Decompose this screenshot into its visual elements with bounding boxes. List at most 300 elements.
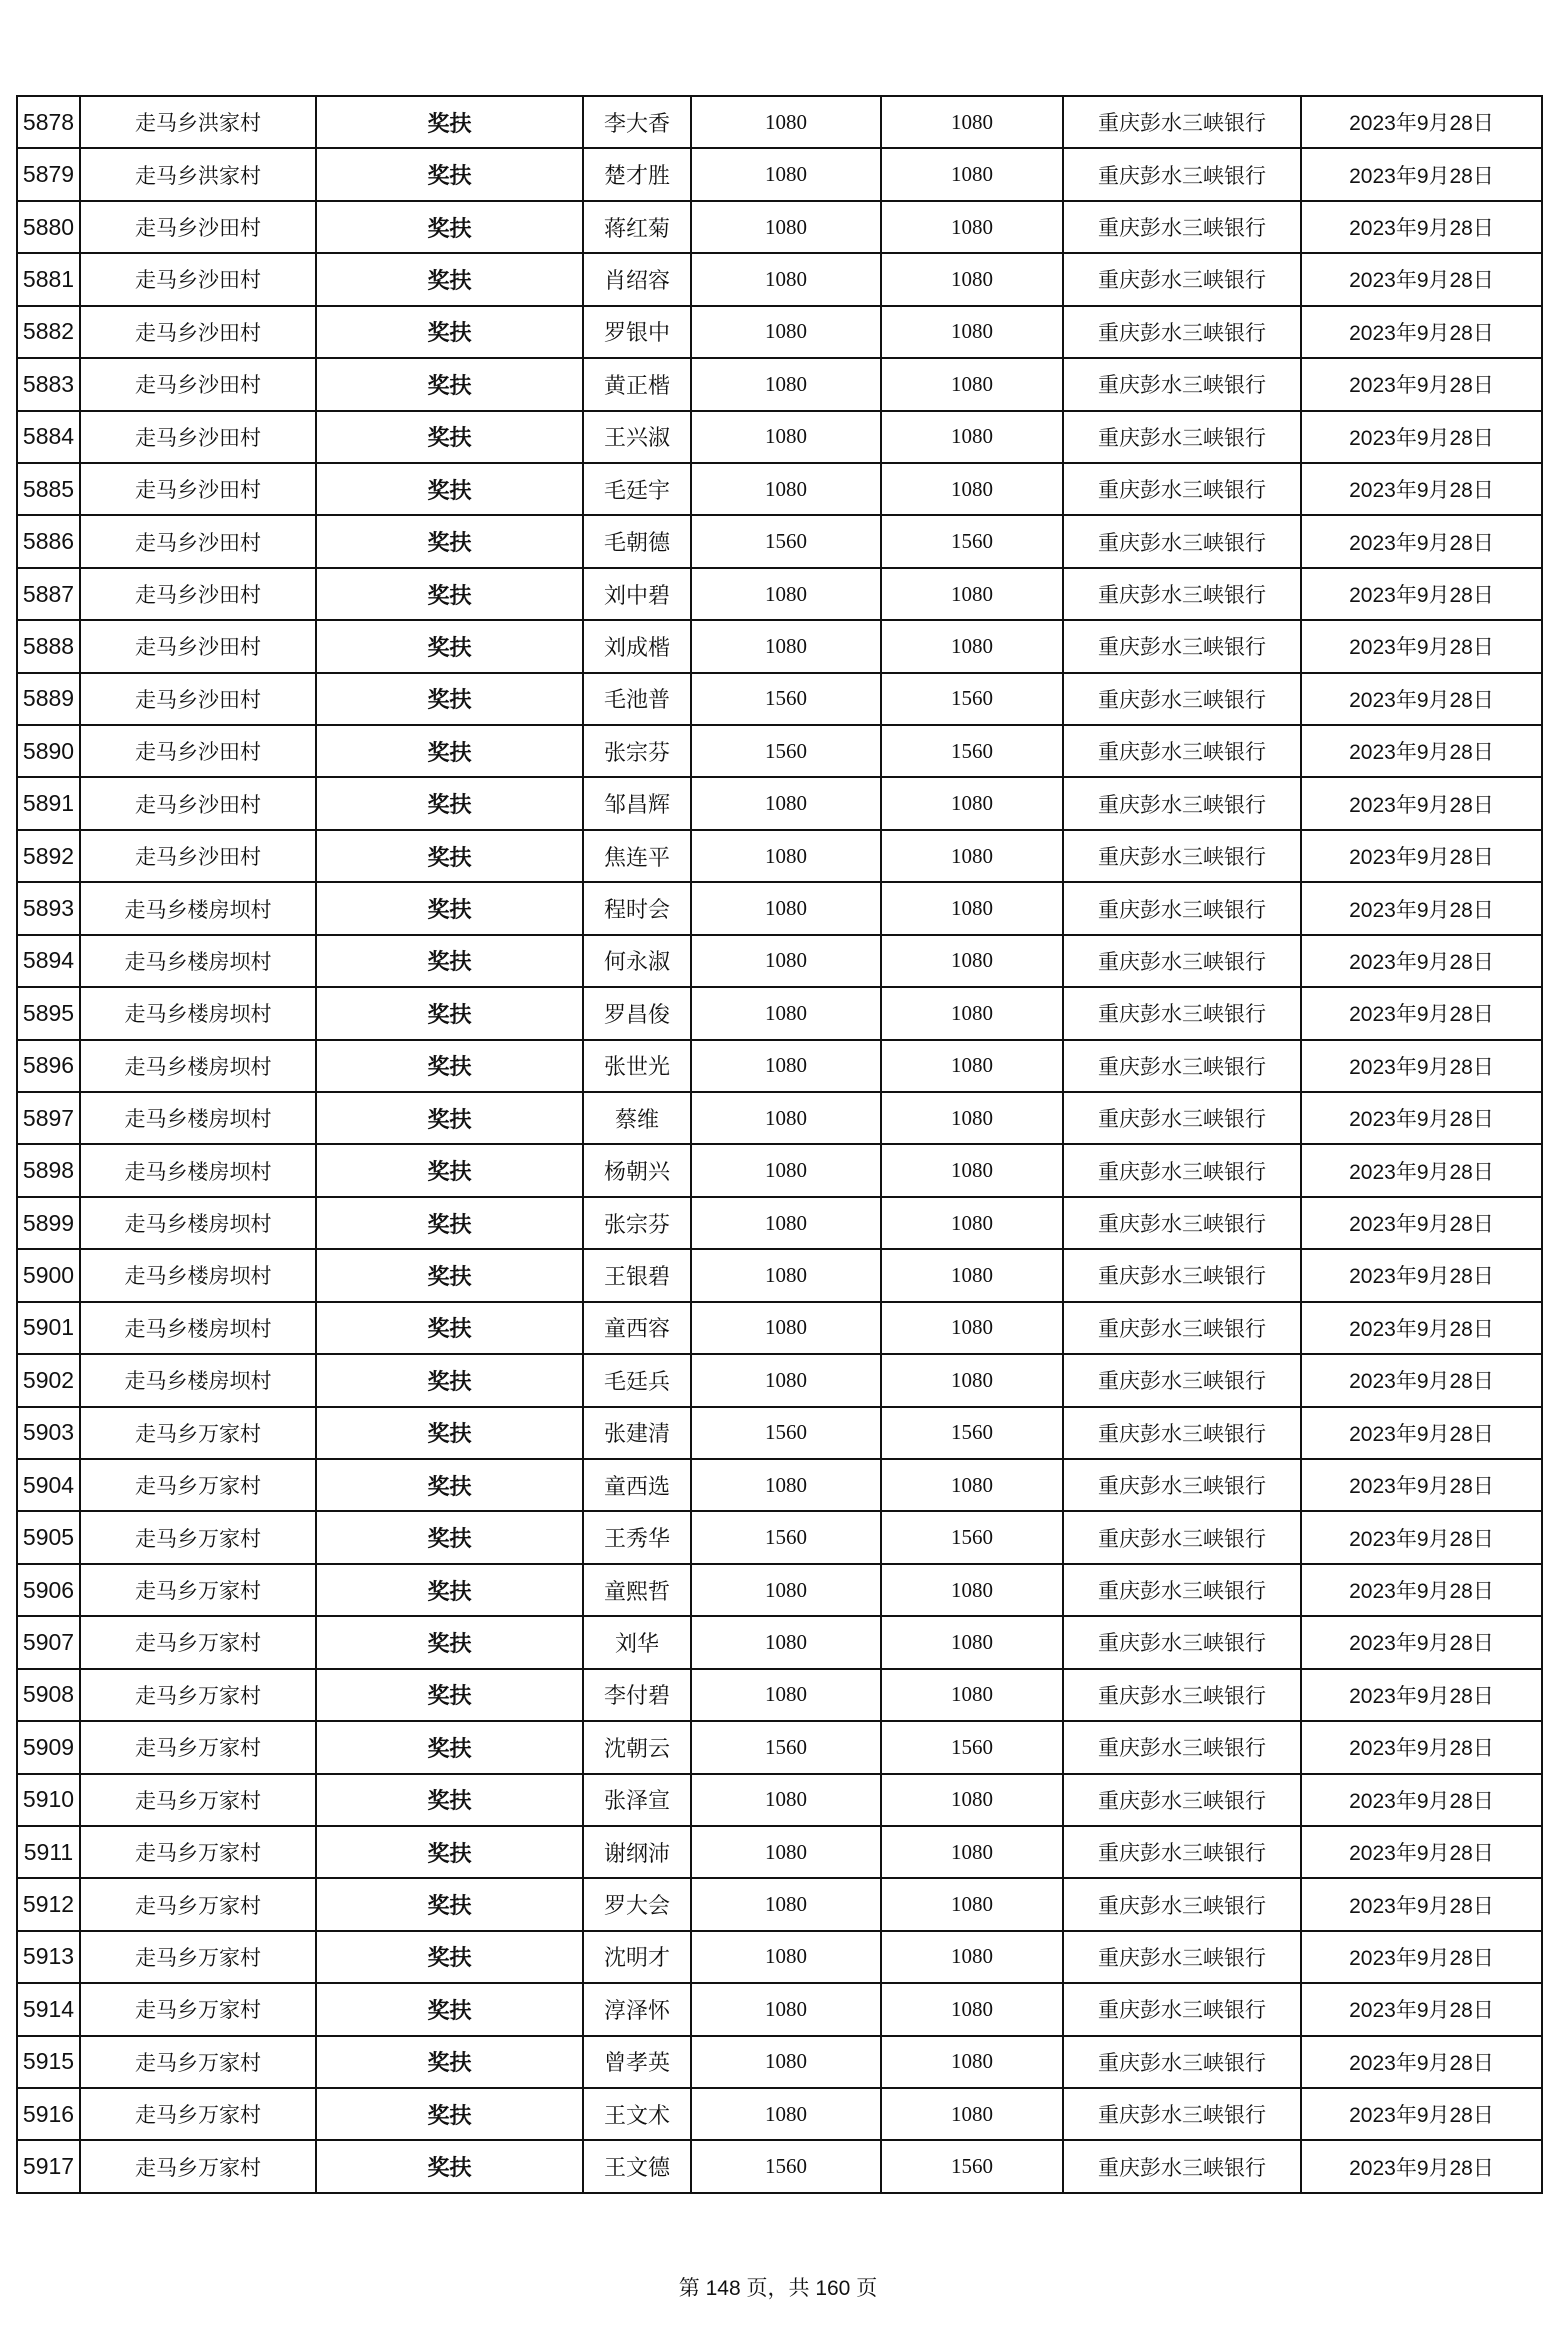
cell-support-type: 奖扶 [316,515,583,567]
table-row [17,882,1542,934]
cell-person-name: 刘中碧 [583,568,691,620]
cell-amount-1: 1080 [691,2088,881,2140]
cell-village: 走马乡万家村 [80,1774,316,1826]
cell-person-name: 张宗芬 [583,1197,691,1249]
cell-person-name: 张世光 [583,1040,691,1092]
cell-serial-number: 5911 [17,1826,80,1878]
cell-amount-1: 1080 [691,1302,881,1354]
cell-serial-number: 5883 [17,358,80,410]
cell-support-type: 奖扶 [316,1092,583,1144]
cell-serial-number: 5896 [17,1040,80,1092]
cell-person-name: 王兴淑 [583,411,691,463]
cell-serial-number: 5917 [17,2140,80,2193]
cell-serial-number: 5899 [17,1197,80,1249]
cell-village: 走马乡沙田村 [80,673,316,725]
cell-village: 走马乡沙田村 [80,725,316,777]
cell-amount-2: 1560 [881,725,1063,777]
cell-village: 走马乡洪家村 [80,148,316,200]
cell-amount-2: 1080 [881,777,1063,829]
cell-amount-2: 1080 [881,620,1063,672]
cell-support-type: 奖扶 [316,568,583,620]
cell-bank: 重庆彭水三峡银行 [1063,1511,1301,1563]
subsidy-table [16,95,1543,2194]
cell-amount-2: 1080 [881,1931,1063,1983]
table-row [17,1092,1542,1144]
cell-person-name: 罗大会 [583,1878,691,1930]
cell-bank: 重庆彭水三峡银行 [1063,1826,1301,1878]
cell-amount-1: 1560 [691,515,881,567]
cell-bank: 重庆彭水三峡银行 [1063,1616,1301,1668]
cell-bank: 重庆彭水三峡银行 [1063,411,1301,463]
cell-village: 走马乡沙田村 [80,463,316,515]
page-number-footer: 第 148 页，共 160 页 [678,2277,878,2300]
cell-village: 走马乡万家村 [80,1616,316,1668]
cell-support-type: 奖扶 [316,148,583,200]
cell-village: 走马乡楼房坝村 [80,1092,316,1144]
cell-amount-1: 1080 [691,935,881,987]
cell-village: 走马乡万家村 [80,1878,316,1930]
cell-serial-number: 5897 [17,1092,80,1144]
cell-date: 2023年9月28日 [1301,1878,1542,1930]
cell-amount-1: 1080 [691,1931,881,1983]
cell-village: 走马乡沙田村 [80,306,316,358]
cell-support-type: 奖扶 [316,987,583,1039]
cell-support-type: 奖扶 [316,201,583,253]
cell-village: 走马乡沙田村 [80,620,316,672]
cell-serial-number: 5913 [17,1931,80,1983]
cell-date: 2023年9月28日 [1301,2036,1542,2088]
cell-amount-1: 1080 [691,96,881,148]
cell-date: 2023年9月28日 [1301,725,1542,777]
table-row [17,987,1542,1039]
cell-serial-number: 5906 [17,1564,80,1616]
cell-amount-1: 1080 [691,1564,881,1616]
cell-person-name: 邹昌辉 [583,777,691,829]
cell-date: 2023年9月28日 [1301,515,1542,567]
cell-bank: 重庆彭水三峡银行 [1063,1040,1301,1092]
cell-date: 2023年9月28日 [1301,1197,1542,1249]
cell-bank: 重庆彭水三峡银行 [1063,2036,1301,2088]
cell-serial-number: 5901 [17,1302,80,1354]
cell-bank: 重庆彭水三峡银行 [1063,777,1301,829]
cell-date: 2023年9月28日 [1301,1721,1542,1773]
cell-serial-number: 5887 [17,568,80,620]
cell-person-name: 谢纲沛 [583,1826,691,1878]
cell-amount-2: 1560 [881,1721,1063,1773]
cell-support-type: 奖扶 [316,1249,583,1301]
cell-amount-1: 1080 [691,1826,881,1878]
cell-amount-2: 1560 [881,2140,1063,2193]
cell-bank: 重庆彭水三峡银行 [1063,253,1301,305]
cell-serial-number: 5879 [17,148,80,200]
cell-serial-number: 5908 [17,1669,80,1721]
cell-date: 2023年9月28日 [1301,1564,1542,1616]
cell-person-name: 童熙哲 [583,1564,691,1616]
cell-date: 2023年9月28日 [1301,358,1542,410]
cell-bank: 重庆彭水三峡银行 [1063,1564,1301,1616]
cell-bank: 重庆彭水三峡银行 [1063,1092,1301,1144]
cell-village: 走马乡沙田村 [80,253,316,305]
cell-village: 走马乡万家村 [80,2088,316,2140]
cell-amount-2: 1560 [881,515,1063,567]
table-row [17,1616,1542,1668]
table-row [17,201,1542,253]
cell-village: 走马乡楼房坝村 [80,1040,316,1092]
cell-amount-1: 1080 [691,568,881,620]
cell-amount-2: 1080 [881,358,1063,410]
cell-serial-number: 5916 [17,2088,80,2140]
cell-serial-number: 5907 [17,1616,80,1668]
cell-date: 2023年9月28日 [1301,1407,1542,1459]
cell-bank: 重庆彭水三峡银行 [1063,568,1301,620]
cell-date: 2023年9月28日 [1301,1983,1542,2035]
cell-amount-1: 1080 [691,253,881,305]
cell-support-type: 奖扶 [316,1878,583,1930]
cell-serial-number: 5915 [17,2036,80,2088]
cell-amount-1: 1080 [691,1092,881,1144]
cell-village: 走马乡沙田村 [80,568,316,620]
cell-serial-number: 5890 [17,725,80,777]
cell-amount-2: 1080 [881,1197,1063,1249]
cell-village: 走马乡楼房坝村 [80,1249,316,1301]
cell-person-name: 曾孝英 [583,2036,691,2088]
cell-support-type: 奖扶 [316,1721,583,1773]
cell-bank: 重庆彭水三峡银行 [1063,987,1301,1039]
cell-village: 走马乡楼房坝村 [80,1302,316,1354]
cell-person-name: 张建清 [583,1407,691,1459]
cell-bank: 重庆彭水三峡银行 [1063,1407,1301,1459]
cell-person-name: 童西容 [583,1302,691,1354]
cell-person-name: 王银碧 [583,1249,691,1301]
cell-amount-1: 1560 [691,1511,881,1563]
cell-bank: 重庆彭水三峡银行 [1063,1354,1301,1406]
cell-amount-1: 1080 [691,2036,881,2088]
table-row [17,1354,1542,1406]
cell-support-type: 奖扶 [316,1669,583,1721]
cell-bank: 重庆彭水三峡银行 [1063,306,1301,358]
cell-amount-2: 1560 [881,1511,1063,1563]
cell-village: 走马乡沙田村 [80,830,316,882]
table-row [17,830,1542,882]
cell-serial-number: 5895 [17,987,80,1039]
cell-date: 2023年9月28日 [1301,96,1542,148]
cell-bank: 重庆彭水三峡银行 [1063,148,1301,200]
cell-date: 2023年9月28日 [1301,568,1542,620]
cell-village: 走马乡沙田村 [80,515,316,567]
cell-person-name: 焦连平 [583,830,691,882]
cell-person-name: 王文德 [583,2140,691,2193]
cell-bank: 重庆彭水三峡银行 [1063,1249,1301,1301]
cell-bank: 重庆彭水三峡银行 [1063,1774,1301,1826]
cell-amount-2: 1080 [881,1983,1063,2035]
cell-bank: 重庆彭水三峡银行 [1063,1721,1301,1773]
cell-date: 2023年9月28日 [1301,673,1542,725]
cell-support-type: 奖扶 [316,882,583,934]
cell-serial-number: 5900 [17,1249,80,1301]
cell-bank: 重庆彭水三峡银行 [1063,673,1301,725]
cell-date: 2023年9月28日 [1301,987,1542,1039]
cell-support-type: 奖扶 [316,1144,583,1196]
cell-person-name: 黄正楷 [583,358,691,410]
cell-bank: 重庆彭水三峡银行 [1063,1878,1301,1930]
cell-amount-1: 1080 [691,306,881,358]
cell-amount-1: 1080 [691,463,881,515]
cell-support-type: 奖扶 [316,673,583,725]
cell-serial-number: 5904 [17,1459,80,1511]
cell-support-type: 奖扶 [316,463,583,515]
cell-serial-number: 5884 [17,411,80,463]
cell-bank: 重庆彭水三峡银行 [1063,1931,1301,1983]
cell-amount-2: 1080 [881,1354,1063,1406]
cell-support-type: 奖扶 [316,1197,583,1249]
table-row [17,568,1542,620]
cell-village: 走马乡楼房坝村 [80,1354,316,1406]
cell-support-type: 奖扶 [316,1774,583,1826]
cell-date: 2023年9月28日 [1301,1774,1542,1826]
cell-support-type: 奖扶 [316,358,583,410]
cell-person-name: 楚才胜 [583,148,691,200]
cell-bank: 重庆彭水三峡银行 [1063,725,1301,777]
cell-amount-2: 1080 [881,253,1063,305]
cell-village: 走马乡沙田村 [80,777,316,829]
cell-date: 2023年9月28日 [1301,1249,1542,1301]
table-row [17,2140,1542,2193]
cell-village: 走马乡万家村 [80,1826,316,1878]
cell-amount-2: 1080 [881,568,1063,620]
cell-support-type: 奖扶 [316,830,583,882]
cell-date: 2023年9月28日 [1301,2140,1542,2193]
cell-amount-2: 1080 [881,201,1063,253]
cell-village: 走马乡万家村 [80,1564,316,1616]
cell-date: 2023年9月28日 [1301,1354,1542,1406]
cell-amount-1: 1560 [691,673,881,725]
cell-amount-2: 1080 [881,1092,1063,1144]
cell-amount-1: 1080 [691,1249,881,1301]
cell-village: 走马乡万家村 [80,1931,316,1983]
cell-person-name: 沈朝云 [583,1721,691,1773]
cell-support-type: 奖扶 [316,2140,583,2193]
cell-person-name: 李大香 [583,96,691,148]
cell-person-name: 毛朝德 [583,515,691,567]
table-row [17,673,1542,725]
cell-support-type: 奖扶 [316,1931,583,1983]
cell-person-name: 王文术 [583,2088,691,2140]
cell-support-type: 奖扶 [316,1302,583,1354]
cell-person-name: 罗银中 [583,306,691,358]
cell-date: 2023年9月28日 [1301,830,1542,882]
table-row [17,1302,1542,1354]
cell-amount-1: 1080 [691,1197,881,1249]
cell-date: 2023年9月28日 [1301,2088,1542,2140]
cell-date: 2023年9月28日 [1301,620,1542,672]
cell-person-name: 毛廷兵 [583,1354,691,1406]
cell-bank: 重庆彭水三峡银行 [1063,463,1301,515]
cell-bank: 重庆彭水三峡银行 [1063,358,1301,410]
table-row [17,1826,1542,1878]
cell-person-name: 何永淑 [583,935,691,987]
cell-amount-1: 1080 [691,1774,881,1826]
cell-serial-number: 5878 [17,96,80,148]
cell-person-name: 毛池普 [583,673,691,725]
cell-support-type: 奖扶 [316,1040,583,1092]
cell-support-type: 奖扶 [316,620,583,672]
cell-amount-2: 1080 [881,306,1063,358]
table-row [17,96,1542,148]
cell-amount-2: 1080 [881,1040,1063,1092]
cell-amount-1: 1080 [691,882,881,934]
table-row [17,1721,1542,1773]
cell-amount-1: 1080 [691,1040,881,1092]
cell-amount-2: 1080 [881,830,1063,882]
cell-person-name: 蔡维 [583,1092,691,1144]
cell-bank: 重庆彭水三峡银行 [1063,882,1301,934]
cell-date: 2023年9月28日 [1301,1616,1542,1668]
table-row [17,935,1542,987]
cell-bank: 重庆彭水三峡银行 [1063,1669,1301,1721]
cell-amount-2: 1080 [881,96,1063,148]
table-row [17,1564,1542,1616]
cell-village: 走马乡楼房坝村 [80,935,316,987]
cell-amount-2: 1080 [881,987,1063,1039]
cell-support-type: 奖扶 [316,96,583,148]
cell-serial-number: 5898 [17,1144,80,1196]
cell-serial-number: 5914 [17,1983,80,2035]
table-row [17,620,1542,672]
cell-serial-number: 5902 [17,1354,80,1406]
cell-village: 走马乡沙田村 [80,358,316,410]
cell-amount-2: 1080 [881,1826,1063,1878]
cell-serial-number: 5880 [17,201,80,253]
cell-person-name: 淳泽怀 [583,1983,691,2035]
table-row [17,1249,1542,1301]
cell-person-name: 刘成楷 [583,620,691,672]
cell-amount-1: 1560 [691,725,881,777]
cell-bank: 重庆彭水三峡银行 [1063,2088,1301,2140]
cell-amount-1: 1080 [691,1878,881,1930]
cell-amount-1: 1080 [691,1144,881,1196]
cell-amount-1: 1080 [691,1459,881,1511]
table-row [17,2036,1542,2088]
cell-date: 2023年9月28日 [1301,1511,1542,1563]
cell-amount-2: 1080 [881,1144,1063,1196]
cell-serial-number: 5909 [17,1721,80,1773]
cell-amount-1: 1560 [691,1407,881,1459]
cell-person-name: 张宗芬 [583,725,691,777]
cell-bank: 重庆彭水三峡银行 [1063,1197,1301,1249]
cell-bank: 重庆彭水三峡银行 [1063,1459,1301,1511]
cell-support-type: 奖扶 [316,1511,583,1563]
cell-person-name: 张泽宣 [583,1774,691,1826]
cell-bank: 重庆彭水三峡银行 [1063,1983,1301,2035]
cell-amount-1: 1080 [691,358,881,410]
cell-date: 2023年9月28日 [1301,1669,1542,1721]
table-row [17,1511,1542,1563]
cell-amount-1: 1080 [691,620,881,672]
cell-village: 走马乡楼房坝村 [80,1144,316,1196]
cell-amount-2: 1080 [881,1669,1063,1721]
cell-support-type: 奖扶 [316,1616,583,1668]
cell-support-type: 奖扶 [316,1826,583,1878]
table-row [17,1144,1542,1196]
cell-date: 2023年9月28日 [1301,1092,1542,1144]
cell-amount-2: 1560 [881,1407,1063,1459]
cell-amount-2: 1080 [881,1774,1063,1826]
cell-village: 走马乡万家村 [80,1983,316,2035]
cell-village: 走马乡沙田村 [80,201,316,253]
table-row [17,1983,1542,2035]
cell-serial-number: 5888 [17,620,80,672]
cell-date: 2023年9月28日 [1301,463,1542,515]
cell-amount-2: 1080 [881,148,1063,200]
table-row [17,253,1542,305]
cell-date: 2023年9月28日 [1301,1302,1542,1354]
cell-serial-number: 5905 [17,1511,80,1563]
cell-support-type: 奖扶 [316,1564,583,1616]
cell-support-type: 奖扶 [316,725,583,777]
table-row [17,2088,1542,2140]
cell-amount-1: 1080 [691,830,881,882]
cell-amount-1: 1080 [691,987,881,1039]
cell-bank: 重庆彭水三峡银行 [1063,1144,1301,1196]
table-row [17,1040,1542,1092]
cell-village: 走马乡万家村 [80,1511,316,1563]
cell-date: 2023年9月28日 [1301,1459,1542,1511]
table-row [17,1878,1542,1930]
cell-serial-number: 5912 [17,1878,80,1930]
cell-person-name: 蒋红菊 [583,201,691,253]
cell-amount-1: 1080 [691,411,881,463]
table-row [17,1669,1542,1721]
cell-amount-1: 1080 [691,1983,881,2035]
cell-date: 2023年9月28日 [1301,1040,1542,1092]
table-row [17,463,1542,515]
cell-village: 走马乡楼房坝村 [80,987,316,1039]
subsidy-table-body [17,96,1542,2193]
cell-amount-1: 1080 [691,1616,881,1668]
cell-amount-2: 1080 [881,882,1063,934]
table-row [17,1459,1542,1511]
cell-person-name: 王秀华 [583,1511,691,1563]
cell-person-name: 程时会 [583,882,691,934]
cell-person-name: 杨朝兴 [583,1144,691,1196]
cell-amount-1: 1560 [691,2140,881,2193]
cell-village: 走马乡万家村 [80,1721,316,1773]
cell-amount-2: 1080 [881,1878,1063,1930]
cell-amount-2: 1080 [881,2088,1063,2140]
cell-village: 走马乡万家村 [80,1669,316,1721]
cell-bank: 重庆彭水三峡银行 [1063,830,1301,882]
table-row [17,1931,1542,1983]
cell-date: 2023年9月28日 [1301,306,1542,358]
cell-support-type: 奖扶 [316,2036,583,2088]
cell-person-name: 李付碧 [583,1669,691,1721]
cell-serial-number: 5886 [17,515,80,567]
cell-person-name: 肖绍容 [583,253,691,305]
cell-support-type: 奖扶 [316,935,583,987]
cell-support-type: 奖扶 [316,1407,583,1459]
cell-support-type: 奖扶 [316,1983,583,2035]
cell-person-name: 刘华 [583,1616,691,1668]
table-row [17,1197,1542,1249]
cell-amount-2: 1080 [881,2036,1063,2088]
cell-person-name: 童西选 [583,1459,691,1511]
cell-amount-1: 1080 [691,1354,881,1406]
cell-bank: 重庆彭水三峡银行 [1063,1302,1301,1354]
cell-support-type: 奖扶 [316,777,583,829]
cell-serial-number: 5910 [17,1774,80,1826]
cell-amount-2: 1560 [881,673,1063,725]
cell-village: 走马乡洪家村 [80,96,316,148]
